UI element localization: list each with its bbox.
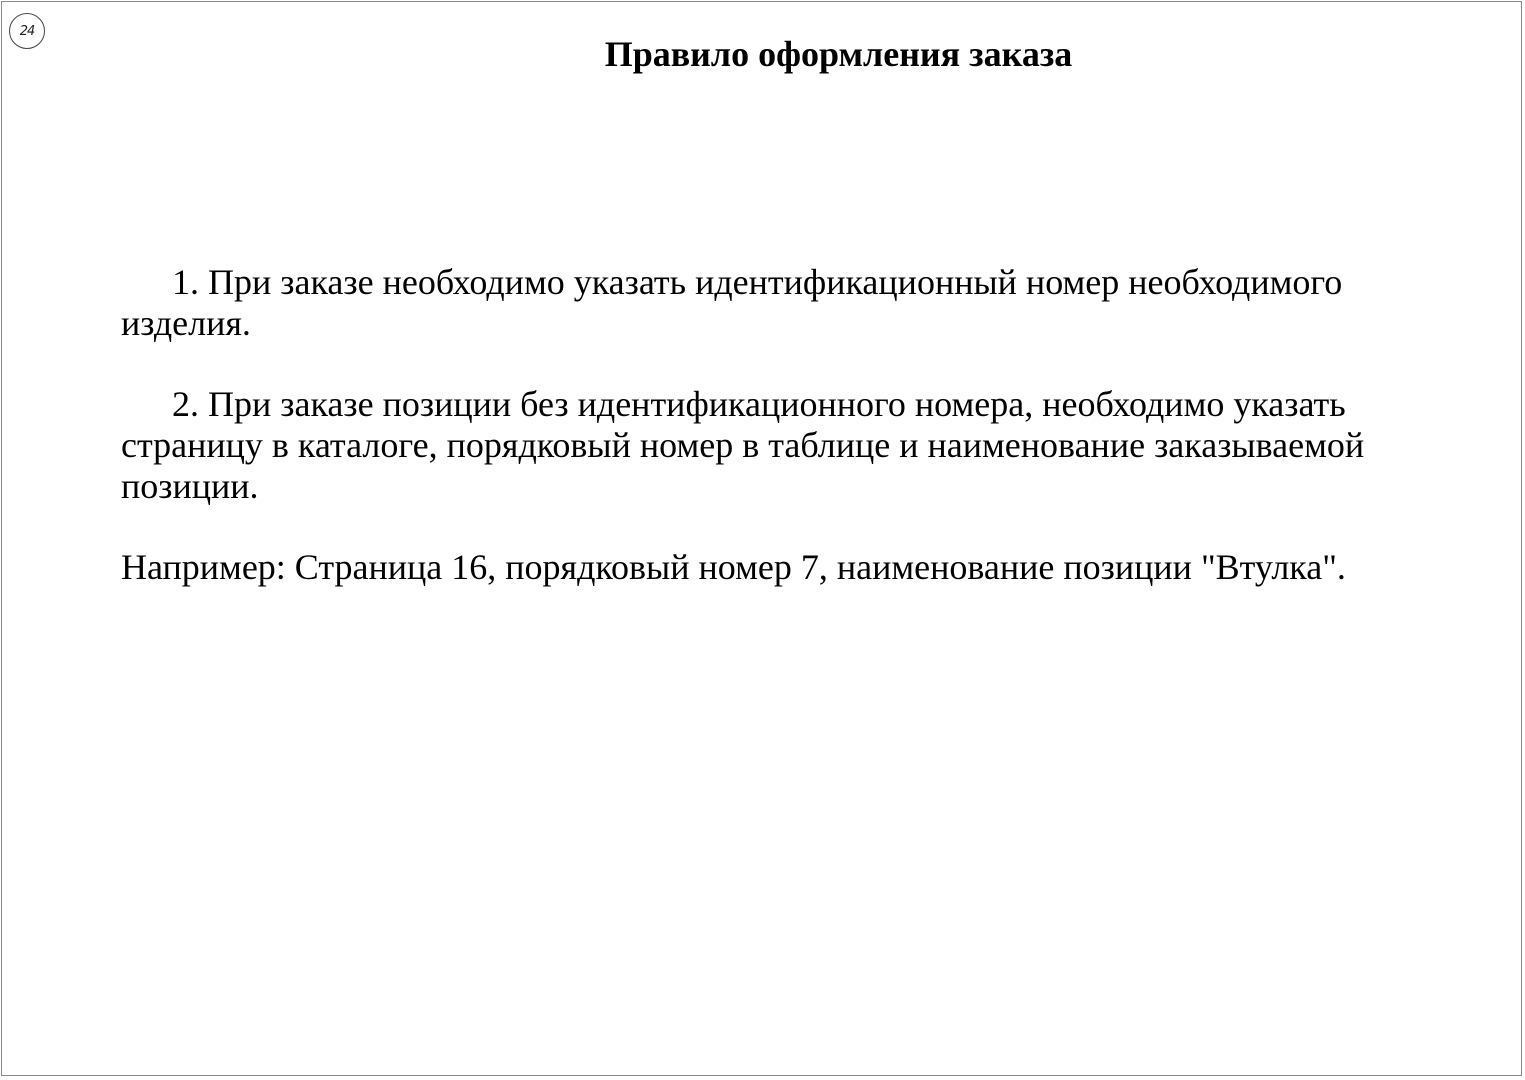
page-title: Правило оформления заказа — [604, 34, 1073, 74]
rule-paragraph-1: 1. При заказе необходимо указать идентификационный номер необходимого изделия. — [121, 262, 1343, 343]
page-number-badge: 24 — [9, 13, 45, 49]
rule-paragraph-2: 2. При заказе позиции без идентификационного номера, необходимо указать страницу в каталоге, порядковый номер в таблице и наименование заказываемой позиции. — [121, 384, 1365, 506]
example-paragraph: Например: Страница 16, порядковый номер 7, наименование позиции "Втулка". — [121, 547, 1346, 587]
document-body — [121, 262, 1451, 588]
